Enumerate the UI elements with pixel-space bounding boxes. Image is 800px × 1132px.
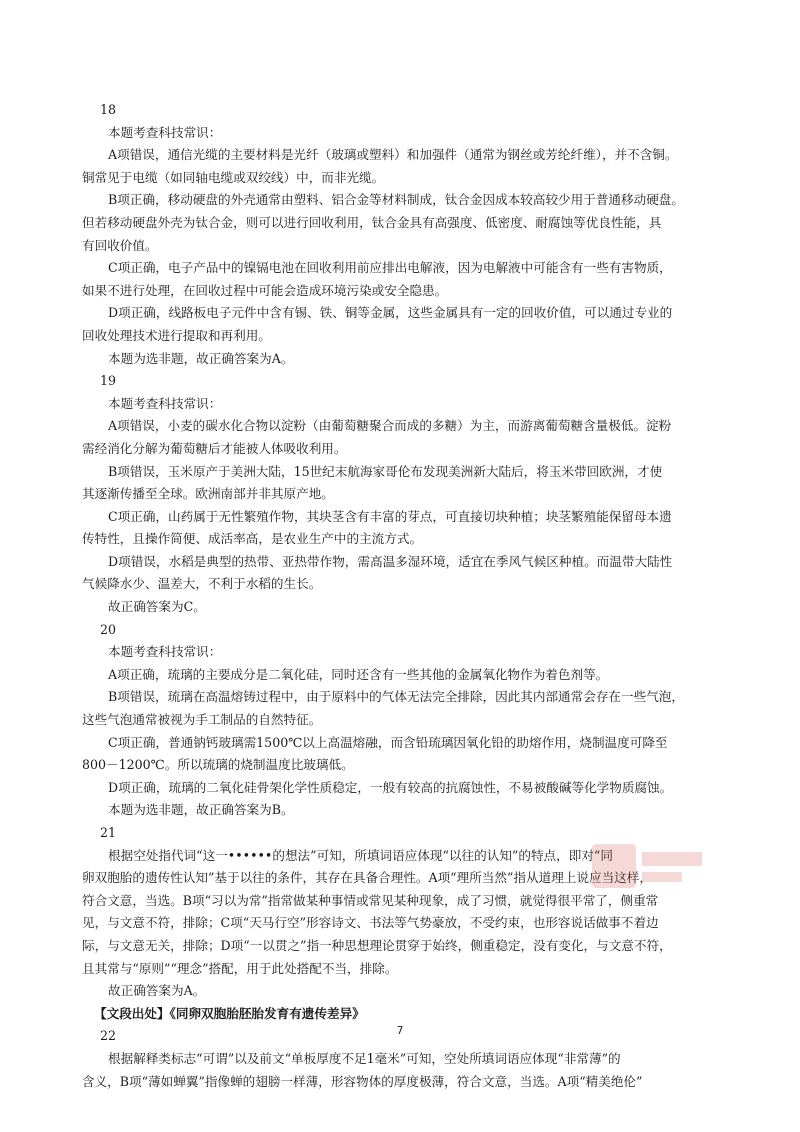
text-line: 故正确答案为C。 — [108, 599, 206, 615]
text-line: 本题考查科技常识： — [108, 395, 222, 411]
text-line: 其逐渐传播至全球。欧洲南部并非其原产地。 — [82, 486, 334, 502]
text-line: 卵双胞胎的遗传性认知”基于以往的条件，其存在具备合理性。A项“理所当然”指从道理上说应当这样， — [82, 870, 652, 886]
text-line: 符合文意，当选。B项“习以为常”指常做某种事情或常见某种现象，成了习惯，就觉得很平常了，侧重常 — [82, 892, 659, 908]
question-number: 19 — [100, 373, 117, 389]
text-line: A项错误，小麦的碳水化合物以淀粉（由葡萄糖聚合而成的多糖）为主，而游离葡萄糖含量极低。淀粉 — [108, 418, 672, 434]
question-number: 20 — [100, 621, 117, 637]
text-line: 有回收价值。 — [82, 237, 158, 253]
text-line: C项正确，普通钠钙玻璃需1500℃以上高温熔融，而含铅琉璃因氧化铅的助熔作用，烧制温度可降至 — [108, 734, 668, 750]
text-line: B项正确，移动硬盘的外壳通常由塑料、铝合金等材料制成，钛合金因成本较高较少用于普通移动硬盘。 — [108, 192, 684, 208]
text-line: 但若移动硬盘外壳为钛合金，则可以进行回收利用，钛合金具有高强度、低密度、耐腐蚀等优良性能，具 — [82, 214, 662, 230]
question-number: 22 — [100, 1028, 117, 1044]
text-line: 故正确答案为A。 — [108, 983, 206, 999]
text-line: 见，与文意不符，排除；C项“天马行空”形容诗文、书法等气势豪放，不受约束，也形容说话做事不着边 — [82, 915, 659, 931]
text-line: 传特性，且操作简便、成活率高，是农业生产中的主流方式。 — [82, 531, 423, 547]
text-line: D项正确，线路板电子元件中含有锡、铁、铜等金属，这些金属具有一定的回收价值，可以通过专业的 — [108, 305, 673, 321]
text-line: A项正确，琉璃的主要成分是二氧化硅，同时还含有一些其他的金属氧化物作为着色剂等。 — [108, 666, 609, 682]
text-line: A项错误，通信光缆的主要材料是光纤（玻璃或塑料）和加强件（通常为钢丝或芳纶纤维），并不含铜。 — [108, 147, 678, 163]
text-line: 气候降水少、温差大，不利于水稻的生长。 — [82, 576, 322, 592]
text-line: 铜常见于电缆（如同轴电缆或双绞线）中，而非光缆。 — [82, 169, 385, 185]
text-line: 本题为选非题，故正确答案为B。 — [108, 802, 294, 818]
text-line: 含义，B项“薄如蝉翼”指像蝉的翅膀一样薄，形容物体的厚度极薄，符合文意，当选。A项“精美绝伦” — [82, 1073, 643, 1089]
text-line: 本题考查科技常识： — [108, 124, 222, 140]
text-line: 800－1200℃。所以琉璃的烧制温度比玻璃低。 — [82, 757, 354, 773]
text-line: 如果不进行处理，在回收过程中可能会造成环境污染或安全隐患。 — [82, 282, 448, 298]
text-line: 这些气泡通常被视为手工制品的自然特征。 — [82, 712, 322, 728]
text-line: 际，与文意无关，排除；D项“一以贯之”指一种思想理论贯穿于始终，侧重稳定，没有变化，与文意不符， — [82, 937, 672, 953]
page-number: 7 — [396, 1024, 404, 1037]
text-line: 根据解释类标志“可谓”以及前文“单板厚度不足1毫米”可知，空处所填词语应体现“非常薄”的 — [108, 1050, 621, 1066]
source-note: 【文段出处】《同卵双胞胎胚胎发育有遗传差异》 — [94, 1005, 365, 1021]
text-line: B项错误，玉米原产于美洲大陆，15世纪末航海家哥伦布发现美洲新大陆后，将玉米带回欧洲，才使 — [108, 463, 663, 479]
question-number: 18 — [100, 102, 117, 117]
text-line: 本题考查科技常识： — [108, 644, 222, 660]
text-line: 回收处理技术进行提取和再利用。 — [82, 327, 271, 343]
text-line: 需经消化分解为葡萄糖后才能被人体吸收利用。 — [82, 440, 347, 456]
text-line: C项正确，山药属于无性繁殖作物，其块茎含有丰富的芽点，可直接切块种植；块茎繁殖能保留母本遗 — [108, 508, 672, 524]
text-line: 且其常与“原则”“理念”搭配，用于此处搭配不当，排除。 — [82, 960, 398, 976]
text-line: 根据空处指代词“这一••••••的想法”可知，所填词语应体现“以往的认知”的特点，即对“同 — [108, 847, 613, 863]
text-line: 本题为选非题，故正确答案为A。 — [108, 350, 294, 366]
text-line: C项正确，电子产品中的镍镉电池在回收利用前应排出电解液，因为电解液中可能含有一些有害物质， — [108, 260, 672, 276]
answer-explanations — [82, 99, 728, 1093]
question-number: 21 — [100, 825, 117, 840]
text-line: B项错误，琉璃在高温熔铸过程中，由于原料中的气体无法完全排除，因此其内部通常会存在一些气泡， — [108, 689, 684, 705]
text-line: D项正确，琉璃的二氧化硅骨架化学性质稳定，一般有较高的抗腐蚀性，不易被酸碱等化学物质腐蚀。 — [108, 779, 673, 795]
text-line: D项错误，水稻是典型的热带、亚热带作物，需高温多湿环境，适宜在季风气候区种植。而温带大陆性 — [108, 553, 673, 569]
